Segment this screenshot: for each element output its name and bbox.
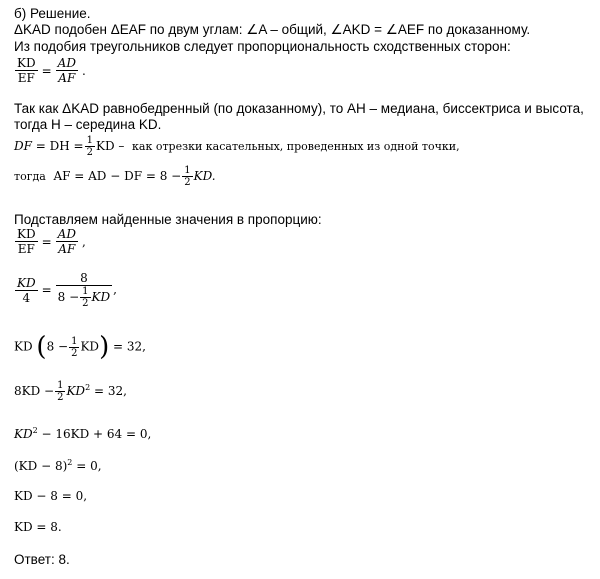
fraction-kd-ef: $\frac{KD}{EF}$ bbox=[17, 56, 36, 85]
midpoint-statement: тогда H – середина KD. bbox=[14, 117, 162, 132]
similarity-statement: ΔKAD подобен ΔEAF по двум углам: ∠A – общий, ∠AKD = ∠AEF по доказанному. bbox=[14, 22, 531, 37]
heading: б) Решение. bbox=[14, 6, 91, 21]
answer: Ответ: 8. bbox=[14, 552, 70, 567]
equation-result: KD = 8. bbox=[14, 520, 62, 534]
equation-kd-over-4: $\frac{KD}{4}$ = 8 8 − $\frac{1}{2}$ KD , bbox=[17, 271, 117, 309]
proportion-2: $\frac{KD}{EF}$ = $\frac{AD}{AF}$ , bbox=[17, 227, 86, 256]
similarity-consequence: Из подобия треугольников следует пропорциональность сходственных сторон: bbox=[14, 39, 511, 54]
equation-square: (KD − 8)$^2$ = 0, bbox=[14, 458, 102, 473]
isosceles-statement: Так как ΔKAD равнобедренный (по доказанному), то AH – медиана, биссектриса и высота, bbox=[14, 101, 584, 116]
proportion-1: $\frac{KD}{EF}$ = $\frac{AD}{AF}$ . bbox=[17, 56, 86, 85]
equation-af: тогда AF = AD − DF = 8 − $\frac{1}{2}$ KD. bbox=[14, 165, 216, 188]
equation-quadratic: $KD^2 - 16KD + 64 = 0$, bbox=[14, 426, 152, 441]
equation-linear: KD − 8 = 0, bbox=[14, 489, 88, 503]
substitute-statement: Подставляем найденные значения в пропорцию: bbox=[14, 212, 322, 227]
equation-df: DF = DH = $\frac{1}{2}$ KD – как отрезки касательных, проведенных из одной точки, bbox=[14, 135, 460, 158]
equation-kd-32: KD (8 − $\frac{1}{2}$ KD) = 32, bbox=[14, 332, 146, 362]
fraction-ad-af: $\frac{AD}{AF}$ bbox=[57, 56, 76, 85]
equation-8kd: 8KD − $\frac{1}{2}$ $KD^2 = 32$, bbox=[14, 380, 127, 403]
